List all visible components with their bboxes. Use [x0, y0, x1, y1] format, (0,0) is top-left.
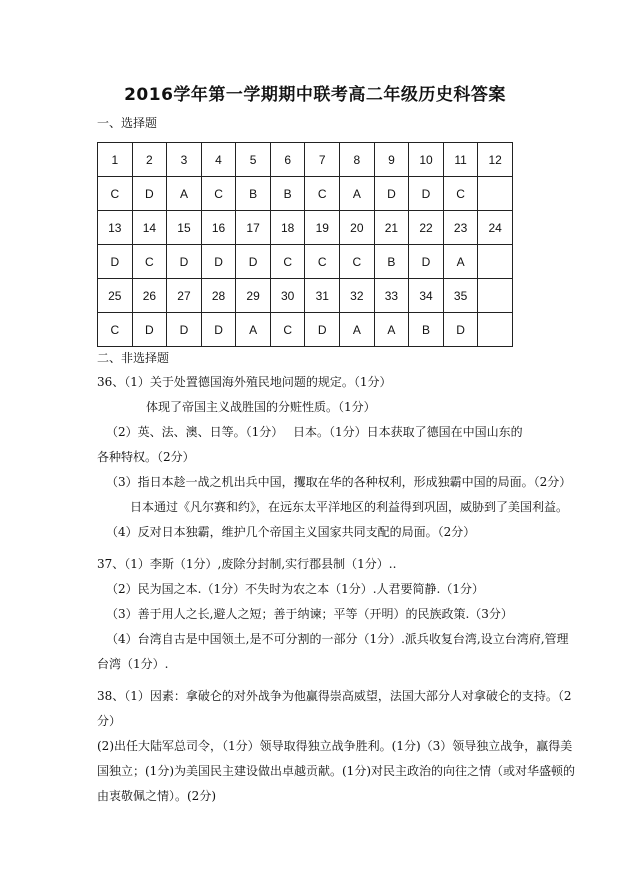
answer-cell: B: [374, 245, 409, 279]
answer-cell: C: [98, 177, 133, 211]
answer-cell: A: [167, 177, 202, 211]
question-number: 1: [98, 143, 133, 177]
question-number: 26: [132, 279, 167, 313]
table-row: [98, 313, 513, 347]
answer-cell: D: [409, 245, 444, 279]
question-number: 7: [305, 143, 340, 177]
answer-cell: D: [374, 177, 409, 211]
answer-cell: [478, 245, 513, 279]
question-number: 8: [340, 143, 375, 177]
answer-cell: D: [132, 313, 167, 347]
q36-line-4: 各种特权。（2分）: [97, 450, 195, 464]
table-row: [98, 279, 513, 313]
answer-cell: D: [167, 245, 202, 279]
q38-line-4: 国独立；(1分)为美国民主建设做出卓越贡献。(1分)对民主政治的向往之情（或对华盛顿的: [97, 764, 575, 778]
answer-cell: C: [305, 177, 340, 211]
table-row: [98, 143, 513, 177]
answer-cell: D: [98, 245, 133, 279]
answer-cell: D: [201, 245, 236, 279]
answer-cell: C: [270, 313, 305, 347]
q36-line-6: 日本通过《凡尔赛和约》，在远东太平洋地区的利益得到巩固，威胁到了美国利益。: [130, 500, 569, 514]
answer-cell: A: [236, 313, 271, 347]
question-number: [478, 279, 513, 313]
question-number: 4: [201, 143, 236, 177]
question-number: 16: [201, 211, 236, 245]
q38-line-3: (2)出任大陆军总司令，（1分）领导取得独立战争胜利。(1分)（3）领导独立战争，赢得美: [97, 739, 573, 753]
question-number: 31: [305, 279, 340, 313]
question-number: 20: [340, 211, 375, 245]
answer-cell: B: [236, 177, 271, 211]
answer-cell: D: [305, 313, 340, 347]
q37-line-3: （3）善于用人之长,避人之短；善于纳谏；平等（开明）的民族政策.（3分）: [106, 607, 513, 621]
q37-line-1: 37、（1）李斯（1分）,废除分封制,实行郡县制（1分）..: [97, 557, 397, 571]
q37-line-4: （4）台湾自古是中国领土,是不可分割的一部分（1分）.派兵收复台湾,设立台湾府,管理: [106, 632, 569, 646]
q38-line-2: 分）: [97, 714, 122, 728]
answer-cell: A: [443, 245, 478, 279]
question-number: 27: [167, 279, 202, 313]
page-title: 2016学年第一学期期中联考高二年级历史科答案: [124, 85, 506, 105]
answer-cell: D: [132, 177, 167, 211]
answer-cell: B: [409, 313, 444, 347]
answer-cell: A: [374, 313, 409, 347]
answer-cell: C: [98, 313, 133, 347]
table-row: [98, 245, 513, 279]
question-number: 15: [167, 211, 202, 245]
answer-cell: C: [201, 177, 236, 211]
answer-cell: [478, 313, 513, 347]
question-number: 18: [270, 211, 305, 245]
section-heading-non-multiple-choice: 二、非选择题: [97, 351, 170, 365]
question-number: 28: [201, 279, 236, 313]
question-number: 5: [236, 143, 271, 177]
answer-cell: D: [201, 313, 236, 347]
question-number: 19: [305, 211, 340, 245]
answer-cell: C: [340, 245, 375, 279]
q36-line-2: 体现了帝国主义战胜国的分赃性质。（1分）: [146, 400, 376, 414]
answer-table: [97, 142, 513, 347]
question-number: 25: [98, 279, 133, 313]
answer-cell: C: [443, 177, 478, 211]
answer-cell: D: [236, 245, 271, 279]
question-number: 29: [236, 279, 271, 313]
answer-cell: C: [305, 245, 340, 279]
q36-line-5: （3）指日本趁一战之机出兵中国，攫取在华的各种权利，形成独霸中国的局面。（2分）: [106, 475, 572, 489]
question-number: 17: [236, 211, 271, 245]
table-row: [98, 177, 513, 211]
q38-line-5: 由衷敬佩之情）。(2分): [97, 789, 216, 803]
table-row: [98, 211, 513, 245]
q37-line-5: 台湾（1分）.: [97, 657, 169, 671]
question-number: 6: [270, 143, 305, 177]
question-number: 21: [374, 211, 409, 245]
section-heading-multiple-choice: 一、选择题: [97, 116, 158, 130]
question-number: 11: [443, 143, 478, 177]
question-number: 30: [270, 279, 305, 313]
question-number: 12: [478, 143, 513, 177]
question-number: 34: [409, 279, 444, 313]
q36-line-3a: （2）英、法、澳、日等。（1分）: [106, 425, 284, 439]
question-number: 10: [409, 143, 444, 177]
q38-line-1: 38、（1）因素：拿破仑的对外战争为他赢得崇高威望，法国大部分人对拿破仑的支持。（2: [97, 689, 572, 703]
question-number: 3: [167, 143, 202, 177]
answer-cell: D: [409, 177, 444, 211]
question-number: 22: [409, 211, 444, 245]
question-number: 9: [374, 143, 409, 177]
q36-line-7: （4）反对日本独霸，维护几个帝国主义国家共同支配的局面。（2分）: [106, 525, 476, 539]
answer-cell: A: [340, 177, 375, 211]
answer-cell: A: [340, 313, 375, 347]
answer-cell: B: [270, 177, 305, 211]
q36-line-1: 36、（1）关于处置德国海外殖民地问题的规定。（1分）: [97, 375, 392, 389]
answer-cell: C: [132, 245, 167, 279]
q37-line-2: （2）民为国之本.（1分）不失时为农之本（1分）.人君要简静.（1分）: [106, 582, 484, 596]
answer-cell: D: [443, 313, 478, 347]
question-number: 32: [340, 279, 375, 313]
question-number: 35: [443, 279, 478, 313]
q36-line-3b: 日本。（1分）日本获取了德国在中国山东的: [293, 425, 523, 439]
question-number: 23: [443, 211, 478, 245]
answer-cell: D: [167, 313, 202, 347]
question-number: 13: [98, 211, 133, 245]
question-number: 2: [132, 143, 167, 177]
question-number: 24: [478, 211, 513, 245]
answer-cell: C: [270, 245, 305, 279]
question-number: 14: [132, 211, 167, 245]
question-number: 33: [374, 279, 409, 313]
answer-cell: [478, 177, 513, 211]
